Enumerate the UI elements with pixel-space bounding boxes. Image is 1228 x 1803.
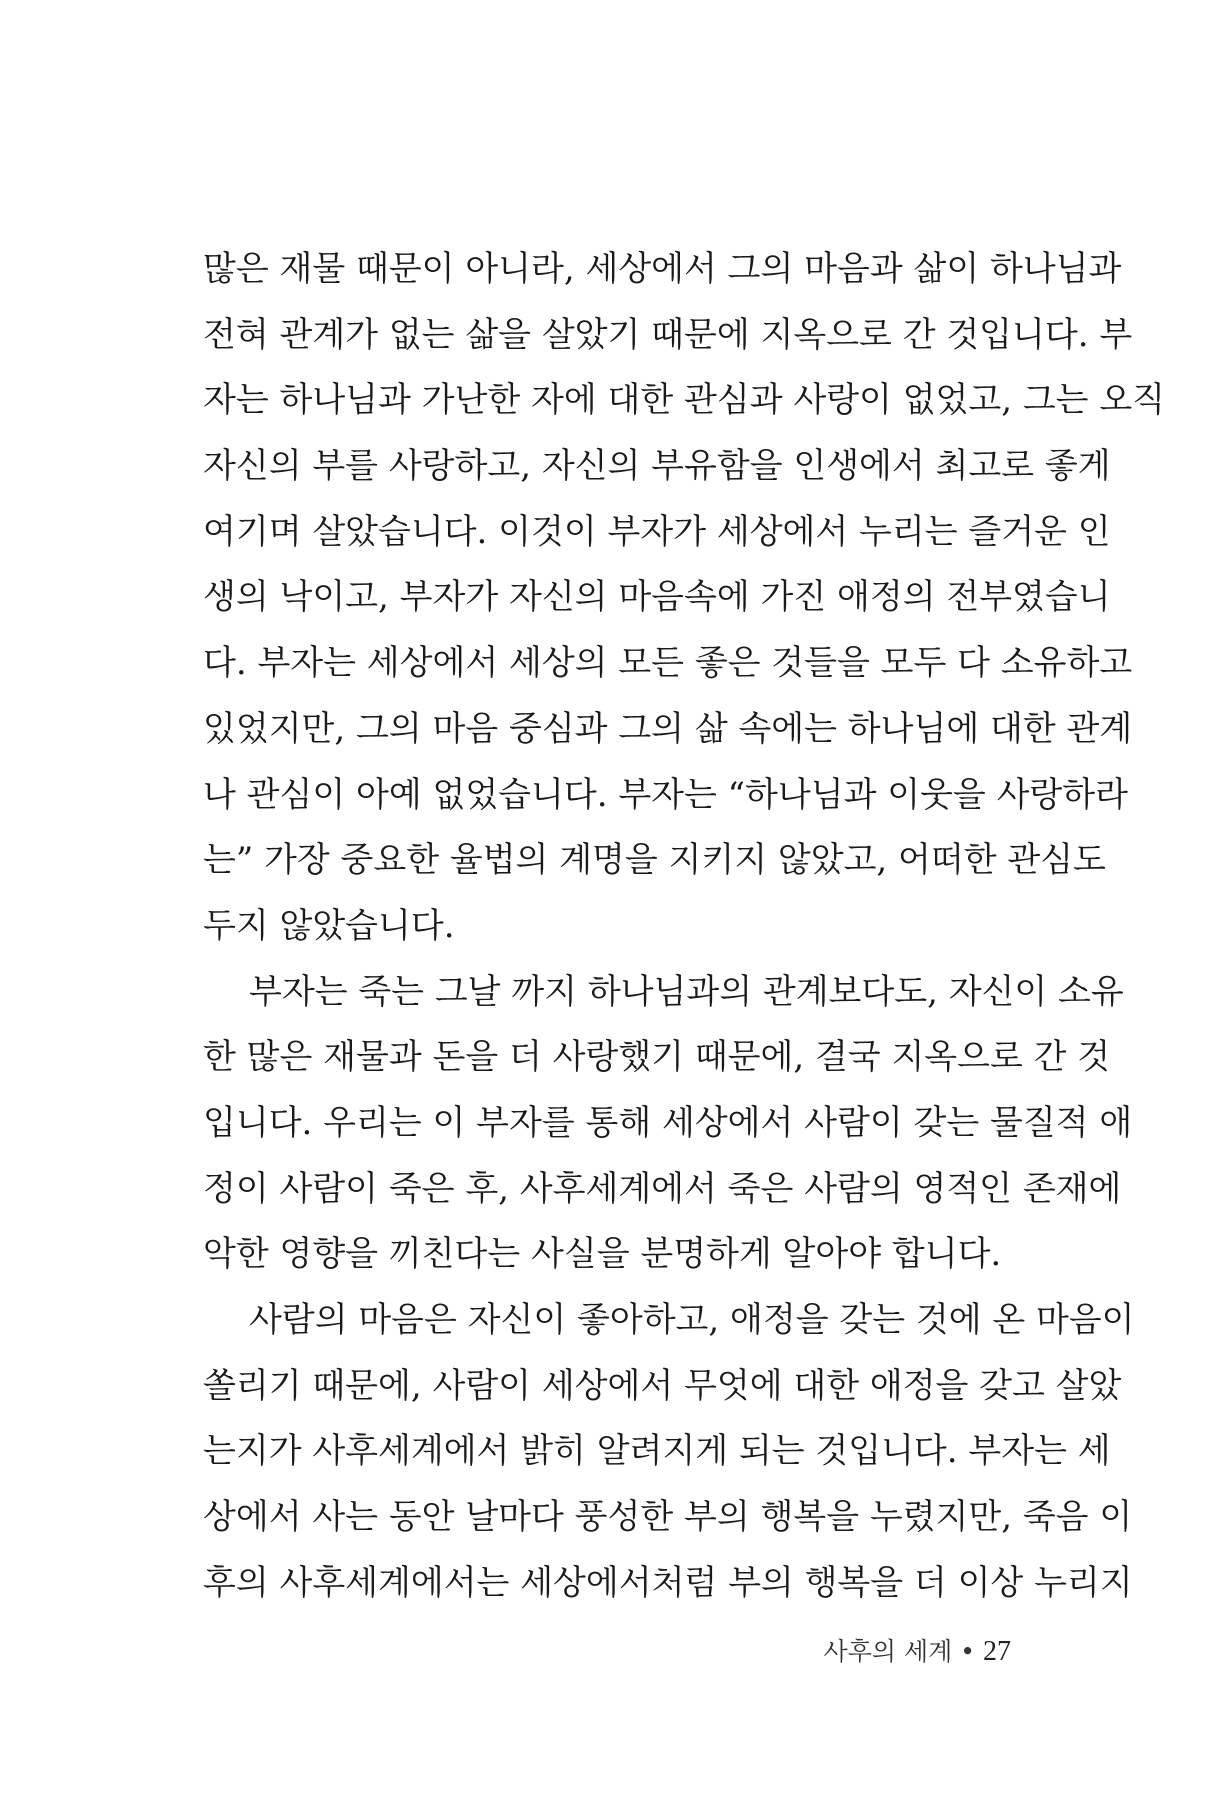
page-number: 27 (983, 1636, 1011, 1667)
text-line: 악한 영향을 끼친다는 사실을 분명하게 알아야 합니다. (203, 1234, 1002, 1275)
paragraph-first-line: 사람의 마음은 자신이 좋아하고, 애정을 갖는 것에 온 마음이 (249, 1300, 1135, 1340)
body-text (203, 237, 1166, 1616)
text-line: 자는 하나님과 가난한 자에 대한 관심과 사랑이 없었고, 그는 오직 (203, 380, 1166, 421)
text-line: 나 관심이 아예 없었습니다. 부자는 “하나님과 이웃을 사랑하라 (203, 774, 1128, 815)
text-line: 후의 사후세계에서는 세상에서처럼 부의 행복을 더 이상 누리지 (203, 1562, 1133, 1603)
paragraph-first-line: 부자는 죽는 그날 까지 하나님과의 관계보다도, 자신이 소유 (249, 971, 1124, 1012)
footer-separator: • (960, 1637, 975, 1666)
text-line: 전혀 관계가 없는 삶을 살았기 때문에 지옥으로 간 것입니다. 부 (203, 314, 1133, 355)
text-line: 생의 낙이고, 부자가 자신의 마음속에 가진 애정의 전부였습니 (203, 577, 1111, 618)
text-line: 상에서 사는 동안 날마다 풍성한 부의 행복을 누렸지만, 죽음 이 (203, 1497, 1133, 1538)
text-line: 쏠리기 때문에, 사람이 세상에서 무엇에 대한 애정을 갖고 살았 (203, 1365, 1122, 1406)
text-line: 는지가 사후세계에서 밝히 알려지게 되는 것입니다. 부자는 세 (203, 1431, 1111, 1472)
text-line: 정이 사람이 죽은 후, 사후세계에서 죽은 사람의 영적인 존재에 (203, 1168, 1122, 1209)
text-line: 많은 재물 때문이 아니라, 세상에서 그의 마음과 삶이 하나님과 (203, 249, 1122, 289)
text-line: 있었지만, 그의 마음 중심과 그의 삶 속에는 하나님에 대한 관계 (203, 708, 1133, 749)
text-line: 입니다. 우리는 이 부자를 통해 세상에서 사람이 갖는 물질적 애 (203, 1102, 1133, 1143)
text-line: 다. 부자는 세상에서 세상의 모든 좋은 것들을 모두 다 소유하고 (203, 643, 1133, 684)
text-line: 는” 가장 중요한 율법의 계명을 지키지 않았고, 어떠한 관심도 (203, 840, 1106, 881)
running-title: 사후의 세계 (823, 1637, 953, 1666)
text-line: 한 많은 재물과 돈을 더 사랑했기 때문에, 결국 지옥으로 간 것 (203, 1037, 1111, 1078)
text-line: 자신의 부를 사랑하고, 자신의 부유함을 인생에서 최고로 좋게 (203, 446, 1111, 487)
text-line: 두지 않았습니다. (203, 905, 455, 946)
text-line: 여기며 살았습니다. 이것이 부자가 세상에서 누리는 즐거운 인 (203, 511, 1111, 552)
page-footer (824, 1632, 1011, 1668)
